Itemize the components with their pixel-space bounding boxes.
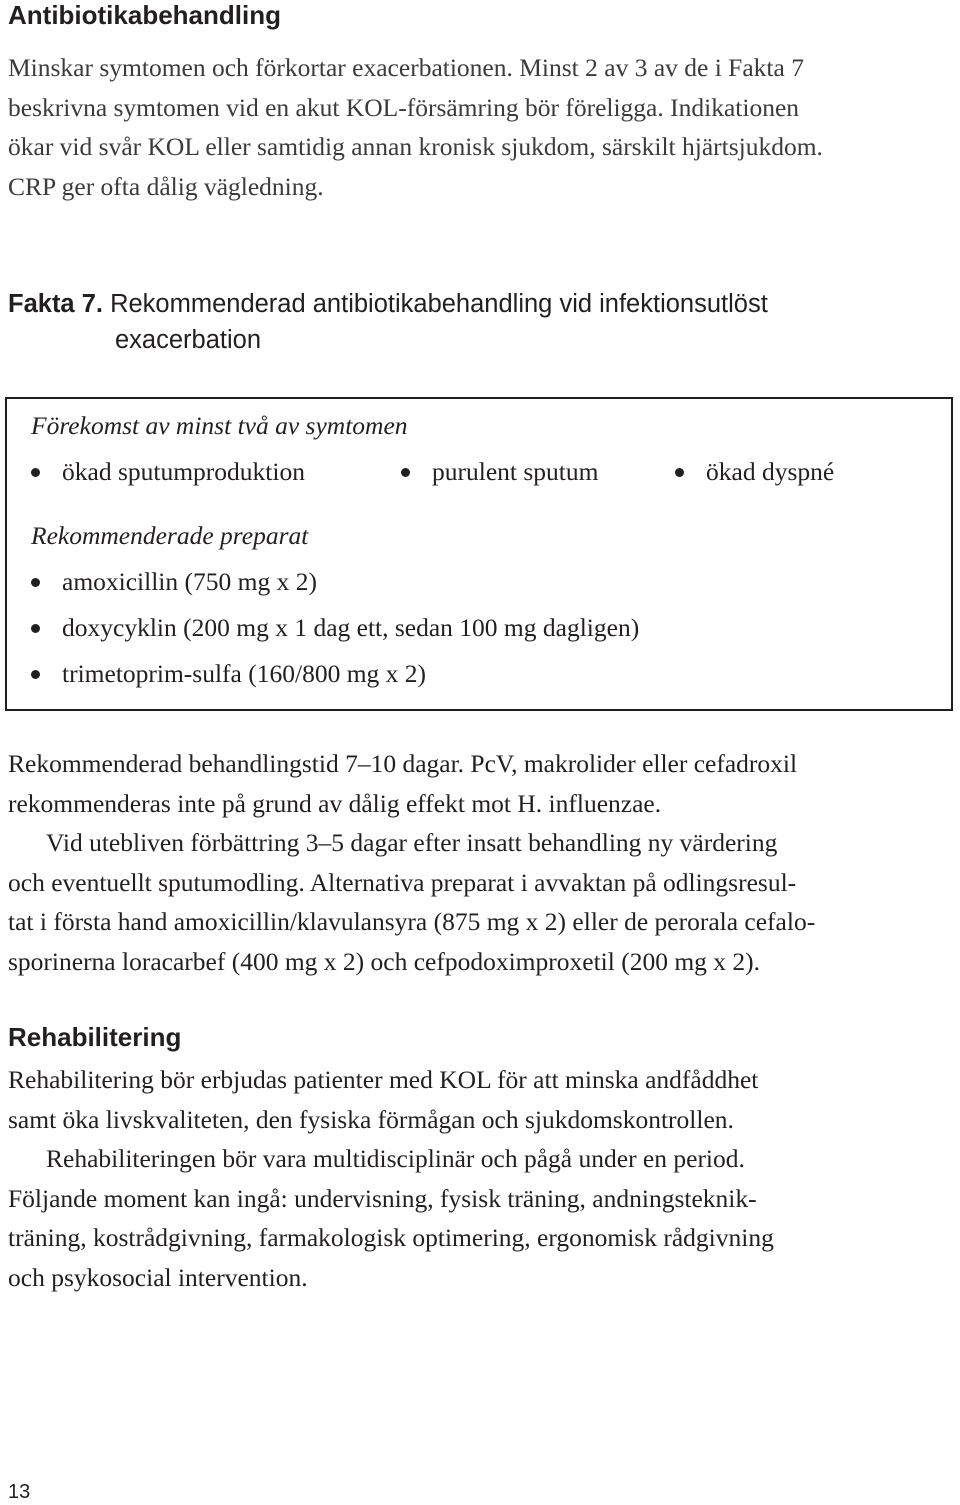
drug-item: [31, 659, 426, 689]
paragraph-line: Rehabiliteringen bör vara multidisciplinär och pågå under en period.: [46, 1144, 745, 1173]
drug-text: amoxicillin (750 mg x 2): [62, 567, 317, 596]
symptom-text: ökad sputumproduktion: [62, 457, 305, 486]
paragraph-line: beskrivna symtomen vid en akut KOL-försämring bör föreligga. Indikationen: [8, 92, 800, 122]
fakta-title-line: Rekommenderad antibiotikabehandling vid infektionsutlöst: [110, 290, 768, 318]
drug-item: [31, 567, 317, 597]
paragraph-line: Följande moment kan ingå: undervisning, fysisk träning, andningsteknik-: [8, 1183, 757, 1213]
fakta-title-line: exacerbation: [115, 326, 262, 354]
drug-item: [31, 613, 639, 643]
paragraph-line: samt öka livskvaliteten, den fysiska förmågan och sjukdomskontrollen.: [8, 1104, 734, 1134]
drugs-heading: Rekommenderade preparat: [31, 521, 309, 550]
paragraph-line: Rehabilitering bör erbjudas patienter med KOL för att minska andfåddhet: [8, 1065, 759, 1094]
fakta-label: Fakta 7.: [8, 290, 103, 318]
paragraph-line: rekommenderas inte på grund av dålig effekt mot H. influenzae.: [8, 788, 662, 818]
fakta-title-row: [8, 286, 768, 322]
page-number: 13: [8, 1481, 31, 1503]
antibiotic-intro-paragraph: [8, 48, 953, 206]
bullet-icon: [31, 624, 40, 633]
bullet-icon: [31, 578, 40, 587]
paragraph-line: träning, kostrådgivning, farmakologisk optimering, ergonomisk rådgivning: [8, 1223, 774, 1252]
bullet-icon: [675, 468, 684, 477]
section-heading-antibiotikabehandling: Antibiotikabehandling: [8, 0, 281, 30]
treatment-paragraph: [8, 744, 953, 981]
symptom-text: ökad dyspné: [706, 457, 835, 486]
paragraph-line: och eventuellt sputumodling. Alternativa preparat i avvaktan på odlingsresul-: [8, 867, 797, 897]
rehab-paragraph: [8, 1060, 953, 1297]
paragraph-line: Vid utebliven förbättring 3–5 dagar efter insatt behandling ny värdering: [46, 828, 778, 857]
drug-text: doxycyklin (200 mg x 1 dag ett, sedan 100 mg dagligen): [62, 613, 640, 642]
fakta-title: [8, 286, 768, 358]
paragraph-line: CRP ger ofta dålig vägledning.: [8, 171, 324, 201]
paragraph-line: tat i första hand amoxicillin/klavulansyra (875 mg x 2) eller de perorala cefalo-: [8, 907, 816, 936]
paragraph-line: ökar vid svår KOL eller samtidig annan kronisk sjukdom, särskilt hjärtsjukdom.: [8, 132, 823, 161]
bullet-icon: [31, 670, 40, 679]
paragraph-line: och psykosocial intervention.: [8, 1262, 308, 1292]
fakta-box: [5, 397, 953, 711]
bullet-icon: [401, 468, 410, 477]
symptom-item: [675, 457, 834, 487]
symptom-item: [401, 457, 598, 487]
symptom-text: purulent sputum: [432, 457, 599, 486]
symptoms-heading: Förekomst av minst två av symtomen: [31, 411, 408, 440]
paragraph-line: Rekommenderad behandlingstid 7–10 dagar. PcV, makrolider eller cefadroxil: [8, 749, 798, 778]
section-heading-rehabilitering: Rehabilitering: [8, 1022, 182, 1052]
bullet-icon: [31, 468, 40, 477]
paragraph-line: sporinerna loracarbef (400 mg x 2) och cefpodoximproxetil (200 mg x 2).: [8, 946, 761, 976]
symptom-item: [31, 457, 305, 487]
paragraph-line: Minskar symtomen och förkortar exacerbationen. Minst 2 av 3 av de i Fakta 7: [8, 53, 804, 82]
drug-text: trimetoprim-sulfa (160/800 mg x 2): [62, 659, 427, 688]
